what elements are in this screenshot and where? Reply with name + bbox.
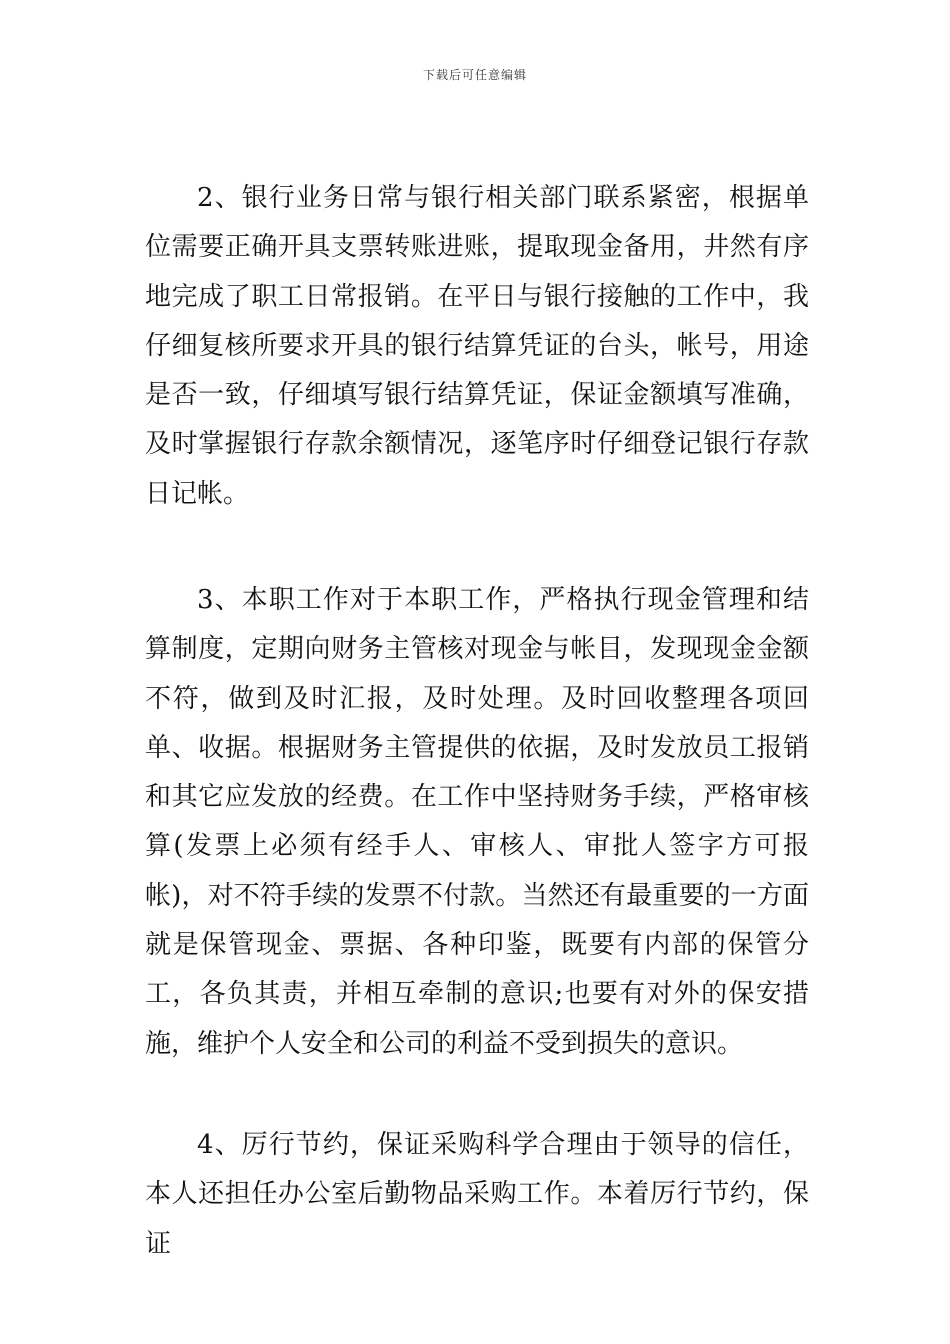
page-header-note: 下载后可任意编辑 (422, 68, 527, 82)
paragraph-item-2: 2、银行业务日常与银行相关部门联系紧密，根据单位需要正确开具支票转账进账，提取现金备用，井然有序地完成了职工日常报销。在平日与银行接触的工作中，我仔细复核所要求开具的银行结算凭证的台头，帐号，用途是否一致，仔细填写银行结算凭证，保证金额填写准确，及时掌握银行存款余额情况，逐笔序时仔细登记银行存款日记帐。 (145, 183, 809, 509)
paragraph-item-4: 4、厉行节约，保证采购科学合理由于领导的信任，本人还担任办公室后勤物品采购工作。本着厉行节约，保证 (145, 1130, 809, 1259)
paragraph-item-3: 3、本职工作对于本职工作，严格执行现金管理和结算制度，定期向财务主管核对现金与帐目，发现现金金额不符，做到及时汇报，及时处理。及时回收整理各项回单、收据。根据财务主管提供的依据，及时发放员工报销和其它应发放的经费。在工作中坚持财务手续，严格审核算(发票上必须有经手人、审核人、审批人签字方可报帐)，对不符手续的发票不付款。当然还有最重要的一方面就是保管现金、票据、各种印鉴，既要有内部的保管分工，各负其责，并相互牵制的意识;也要有对外的保安措施，维护个人安全和公司的利益不受到损失的意识。 (145, 585, 809, 1059)
